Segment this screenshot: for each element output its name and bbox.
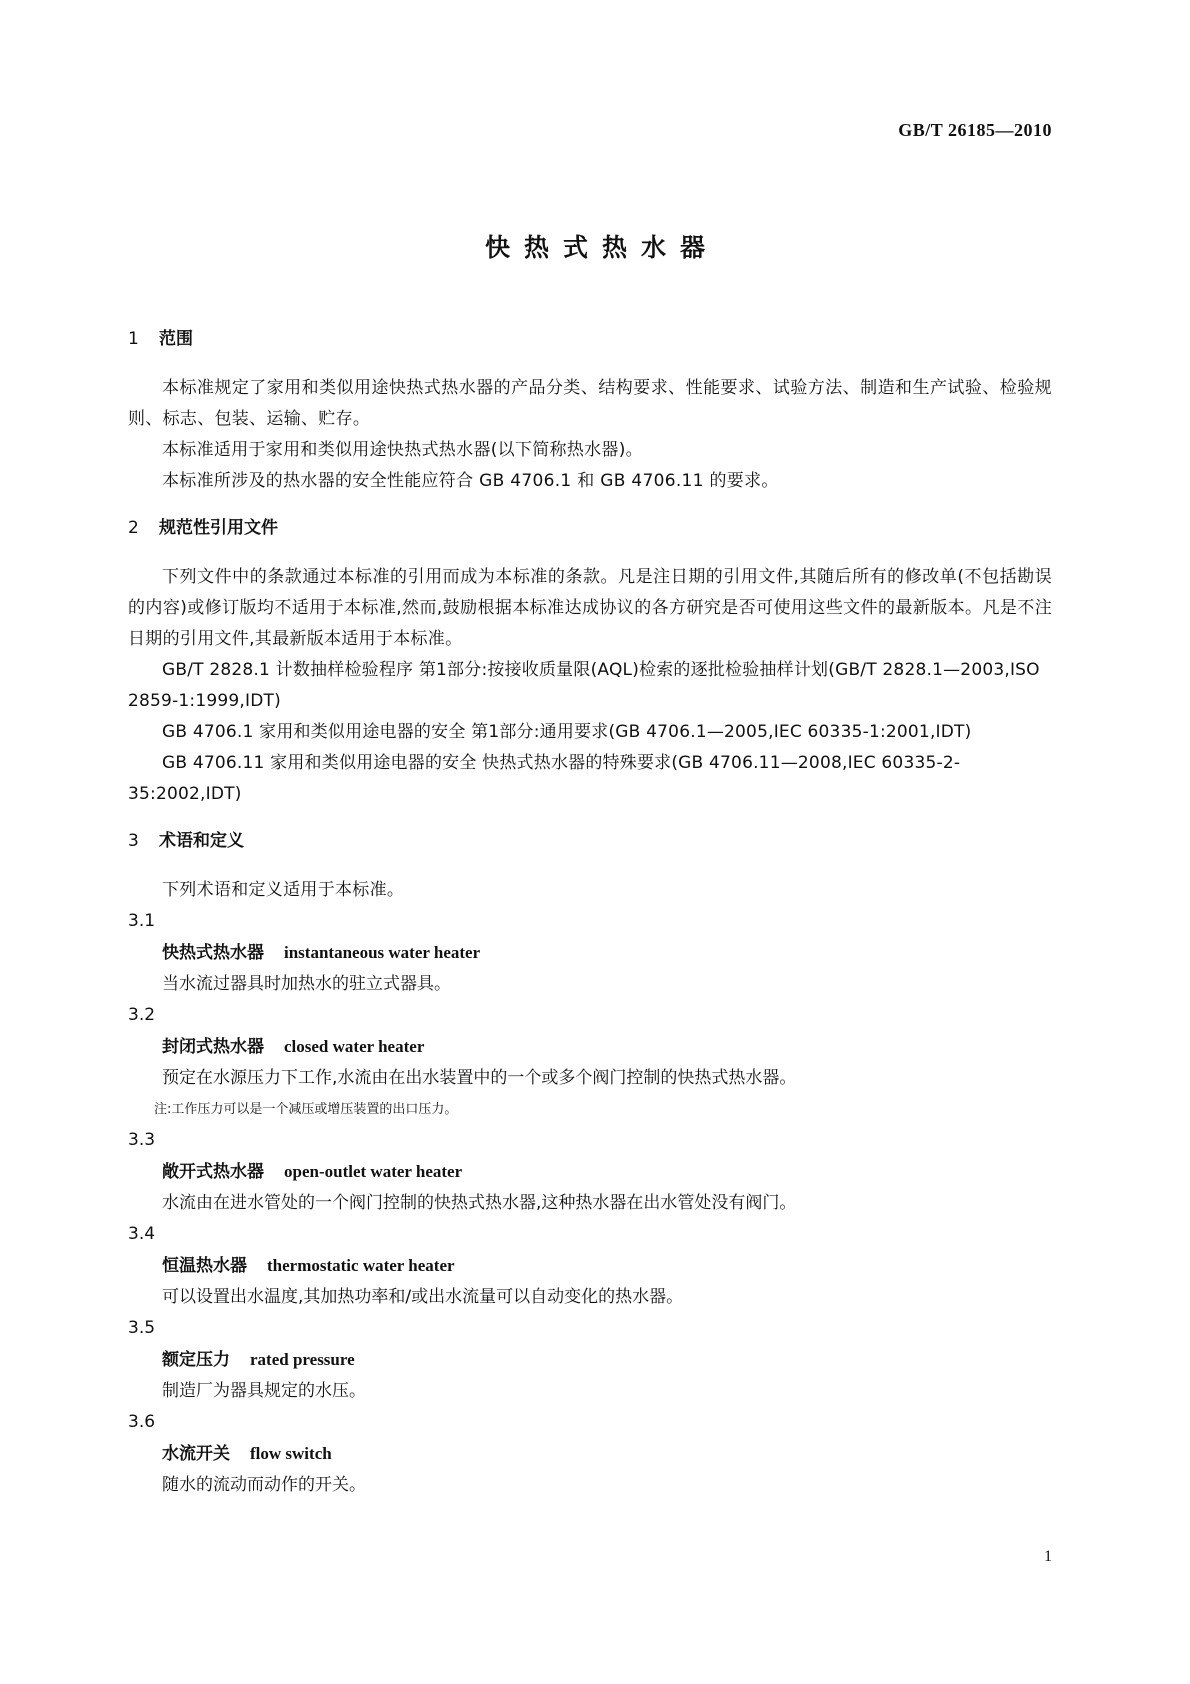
term-name (128, 1344, 1052, 1376)
term-entry (128, 1313, 1052, 1407)
scope-paragraph: 本标准所涉及的热水器的安全性能应符合 GB 4706.1 和 GB 4706.11 的要求。 (162, 471, 779, 491)
reference-item: GB/T 2828.1 计数抽样检验程序 第1部分:按接收质量限(AQL)检索的逐批检验抽样计划(GB/T 2828.1—2003,ISO 2859-1:1999,IDT) (128, 660, 1040, 711)
page-number: 1 (1044, 1548, 1052, 1565)
term-en: open-outlet water heater (284, 1162, 463, 1181)
reference-item: GB 4706.11 家用和类似用途电器的安全 快热式热水器的特殊要求(GB 4706.11—2008,IEC 60335-2-35:2002,IDT) (128, 753, 961, 804)
standard-code: GB/T 26185—2010 (898, 120, 1052, 140)
term-name (128, 1250, 1052, 1282)
term-cn: 敞开式热水器 (162, 1162, 264, 1182)
term-number: 3.2 (128, 1005, 156, 1025)
document-title: 快热式热水器 (484, 233, 719, 262)
term-note: 注:工作压力可以是一个减压或增压装置的出口压力。 (154, 1102, 458, 1117)
term-en: flow switch (250, 1444, 332, 1463)
term-number: 3.5 (128, 1318, 156, 1338)
term-number: 3.3 (128, 1130, 156, 1150)
term-name (128, 1156, 1052, 1188)
term-name (128, 937, 1052, 969)
section-title: 范围 (159, 329, 193, 349)
term-definition: 水流由在进水管处的一个阀门控制的快热式热水器,这种热水器在出水管处没有阀门。 (162, 1193, 797, 1213)
term-definition: 可以设置出水温度,其加热功率和/或出水流量可以自动变化的热水器。 (162, 1287, 684, 1307)
section-number: 2 (128, 518, 139, 538)
term-cn: 水流开关 (162, 1444, 230, 1464)
term-definition: 随水的流动而动作的开关。 (162, 1475, 366, 1495)
refs-intro: 下列文件中的条款通过本标准的引用而成为本标准的条款。凡是注日期的引用文件,其随后所有的修改单(不包括勘误的内容)或修订版均不适用于本标准,然而,鼓励根据本标准达成协议的各方研究是否可使用这些文件的最新版本。凡是不注日期的引用文件,其最新版本适用于本标准。 (128, 567, 1052, 649)
document-body (128, 324, 1052, 1501)
terms-intro: 下列术语和定义适用于本标准。 (162, 880, 405, 900)
section-number: 3 (128, 831, 139, 851)
term-cn: 恒温热水器 (162, 1256, 247, 1276)
term-entry (128, 906, 1052, 1000)
term-definition: 预定在水源压力下工作,水流由在出水装置中的一个或多个阀门控制的快热式热水器。 (162, 1068, 797, 1088)
term-entry (128, 1125, 1052, 1219)
term-en: thermostatic water heater (267, 1256, 455, 1275)
scope-paragraph: 本标准适用于家用和类似用途快热式热水器(以下简称热水器)。 (162, 440, 643, 460)
term-number: 3.4 (128, 1224, 156, 1244)
term-name (128, 1438, 1052, 1470)
term-en: closed water heater (284, 1037, 425, 1056)
term-cn: 快热式热水器 (162, 943, 264, 963)
term-number: 3.1 (128, 911, 156, 931)
section-heading-scope (128, 324, 1052, 355)
term-entry (128, 1219, 1052, 1313)
section-title: 术语和定义 (159, 831, 244, 851)
term-definition: 制造厂为器具规定的水压。 (162, 1381, 366, 1401)
scope-paragraph: 本标准规定了家用和类似用途快热式热水器的产品分类、结构要求、性能要求、试验方法、制造和生产试验、检验规则、标志、包装、运输、贮存。 (128, 378, 1052, 429)
section-heading-refs (128, 513, 1052, 544)
term-number: 3.6 (128, 1412, 156, 1432)
term-en: rated pressure (250, 1350, 355, 1369)
reference-item: GB 4706.1 家用和类似用途电器的安全 第1部分:通用要求(GB 4706.1—2005,IEC 60335-1:2001,IDT) (162, 722, 972, 742)
section-title: 规范性引用文件 (159, 518, 278, 538)
term-name (128, 1031, 1052, 1063)
term-cn: 封闭式热水器 (162, 1037, 264, 1057)
section-heading-terms (128, 826, 1052, 857)
term-entry (128, 1407, 1052, 1501)
term-cn: 额定压力 (162, 1350, 230, 1370)
term-en: instantaneous water heater (284, 943, 481, 962)
term-definition: 当水流过器具时加热水的驻立式器具。 (162, 974, 451, 994)
section-number: 1 (128, 329, 139, 349)
term-entry (128, 1000, 1052, 1125)
